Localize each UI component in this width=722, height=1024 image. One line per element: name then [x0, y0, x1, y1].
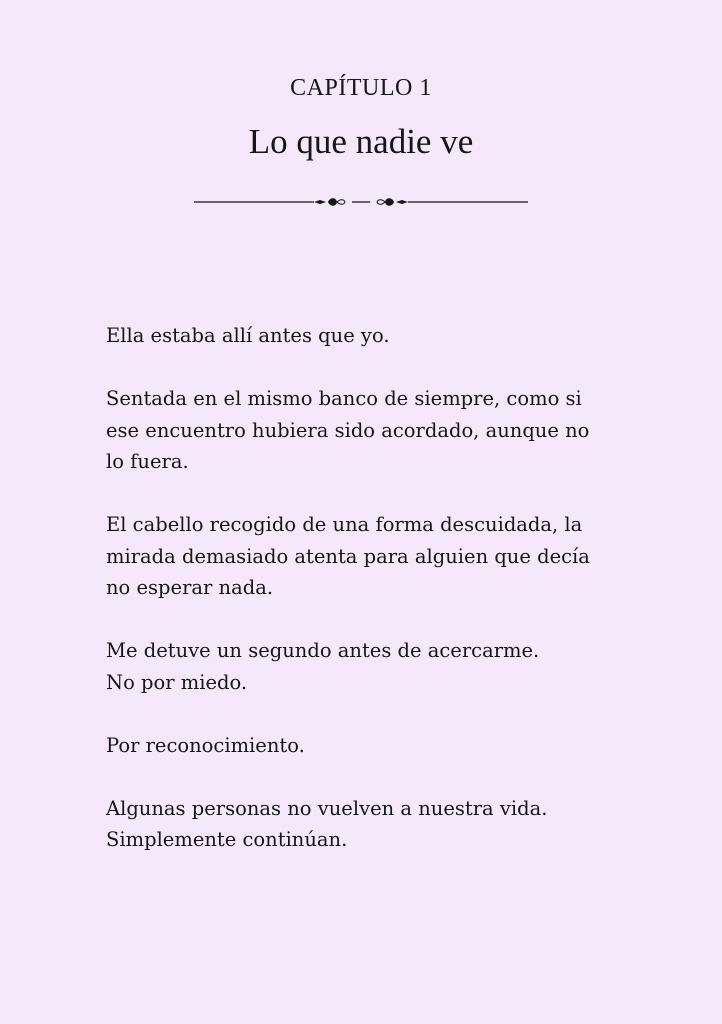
text-line: Me detuve un segundo antes de acercarme. [106, 639, 540, 662]
chapter-label: CAPÍTULO 1 [290, 75, 432, 101]
paragraph [106, 793, 636, 856]
text-line: Algunas personas no vuelven a nuestra vida. [106, 796, 548, 820]
chapter-title: Lo que nadie ve [248, 122, 474, 161]
text-line: Por reconocimiento. [106, 733, 305, 757]
paragraph [106, 635, 636, 698]
text-line: ese encuentro hubiera sido acordado, aunque no [106, 418, 590, 442]
paragraph [106, 383, 636, 478]
text-line: no esperar nada. [106, 576, 274, 599]
paragraph [106, 320, 636, 352]
text-line: lo fuera. [106, 450, 189, 473]
text-line: Sentada en el mismo banco de siempre, como si [106, 387, 582, 410]
text-line: No por miedo. [106, 670, 248, 694]
chapter-body [106, 320, 636, 887]
text-line: Simplemente continúan. [106, 828, 348, 851]
fleuron-divider-icon [194, 192, 528, 212]
paragraph [106, 509, 636, 604]
text-line: mirada demasiado atenta para alguien que decía [106, 544, 590, 568]
text-line: El cabello recogido de una forma descuidada, la [106, 513, 583, 536]
paragraph [106, 730, 636, 762]
text-line: Ella estaba allí antes que yo. [106, 324, 390, 347]
